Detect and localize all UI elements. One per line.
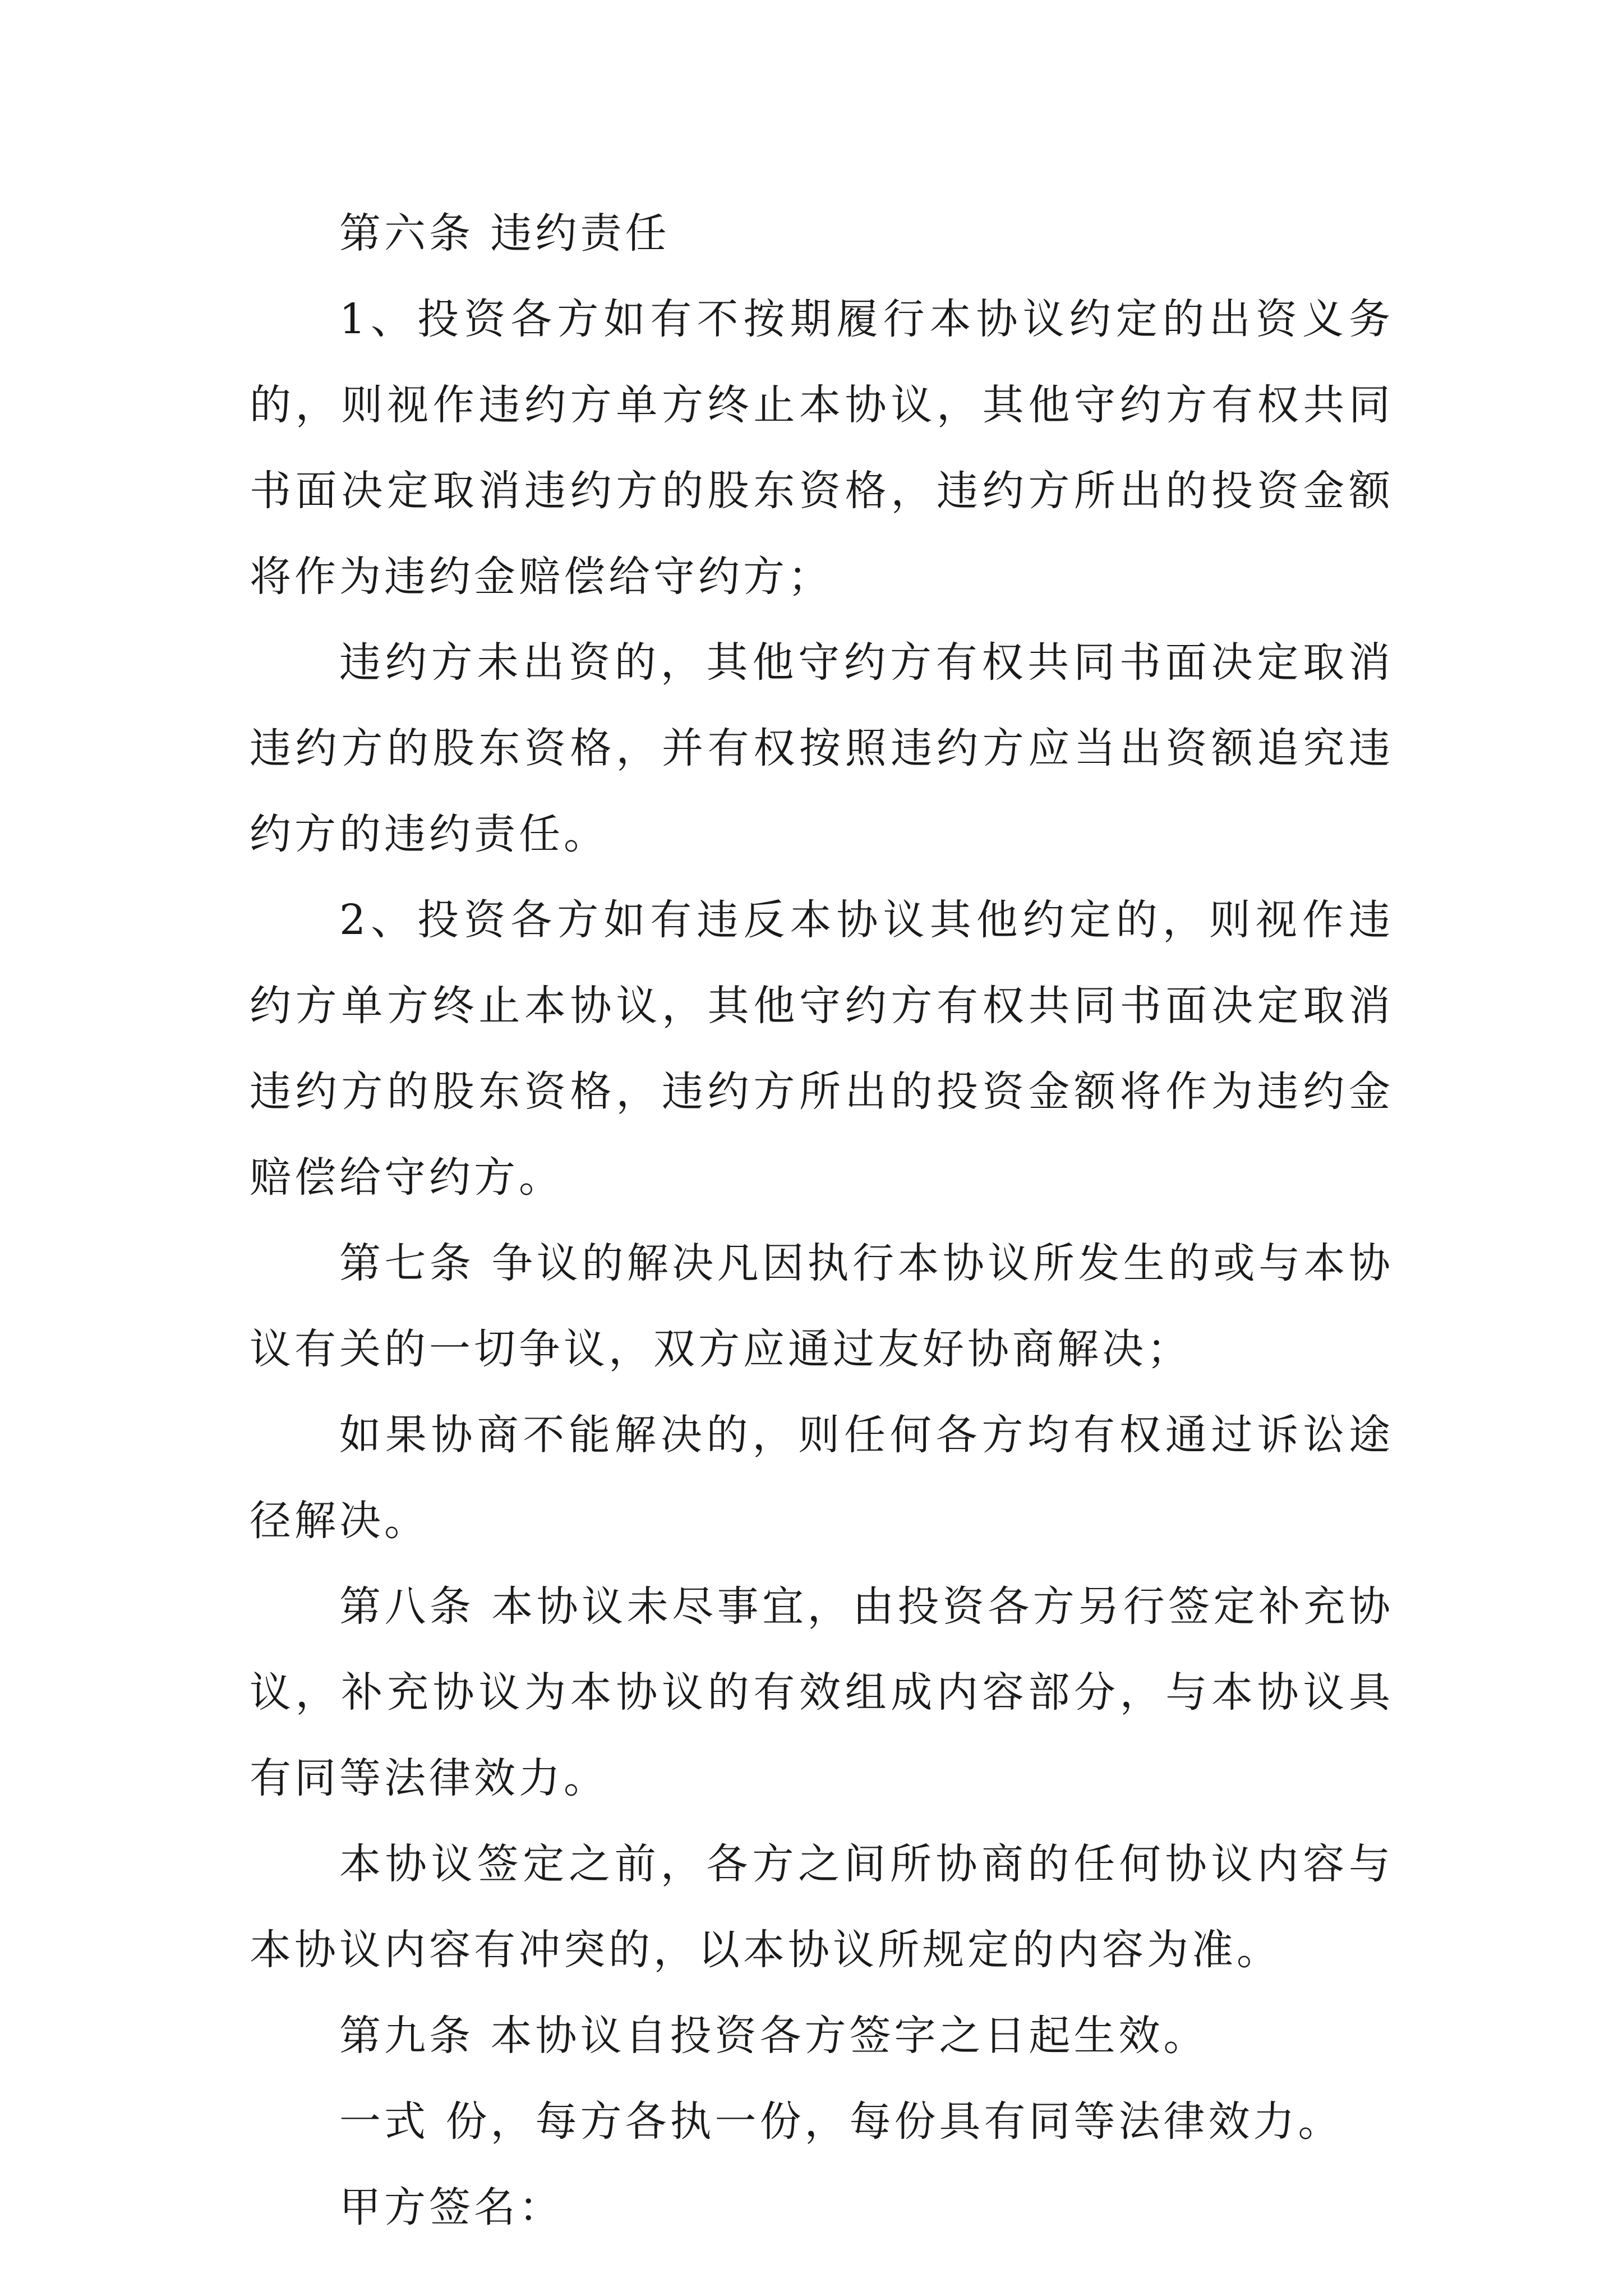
article-7: 第七条 争议的解决凡因执行本协议所发生的或与本协议有关的一切争议，双方应通过友好协商解决； (250, 1239, 1394, 1373)
article-6-clause-2: 2、投资各方如有违反本协议其他约定的，则视作违约方单方终止本协议，其他守约方有权共同书面决定取消违约方的股东资格，违约方所出的投资金额将作为违约金赔偿给守约方。 (250, 896, 1394, 1202)
article-9: 第九条 本协议自投资各方签字之日起生效。 (339, 2012, 1209, 2060)
article-8: 第八条 本协议未尽事宜，由投资各方另行签定补充协议，补充协议为本协议的有效组成内容部分，与本协议具有同等法律效力。 (250, 1582, 1394, 1802)
document-body (250, 191, 1394, 2251)
article-6-clause-1-continued: 违约方未出资的，其他守约方有权共同书面决定取消违约方的股东资格，并有权按照违约方应当出资额追究违约方的违约责任。 (250, 638, 1394, 858)
copies-statement: 一式 份，每方各执一份，每份具有同等法律效力。 (339, 2097, 1343, 2146)
article-6-heading: 第六条 违约责任 (339, 209, 670, 257)
article-6-clause-1: 1、投资各方如有不按期履行本协议约定的出资义务的，则视作违约方单方终止本协议，其他守约方有权共同书面决定取消违约方的股东资格，违约方所出的投资金额将作为违约金赔偿给守约方； (250, 295, 1394, 601)
article-7-continued: 如果协商不能解决的，则任何各方均有权通过诉讼途径解决。 (250, 1411, 1394, 1545)
article-8-continued: 本协议签定之前，各方之间所协商的任何协议内容与本协议内容有冲突的，以本协议所规定的内容为准。 (250, 1840, 1394, 1974)
party-a-signature-label: 甲方签名： (339, 2183, 564, 2231)
